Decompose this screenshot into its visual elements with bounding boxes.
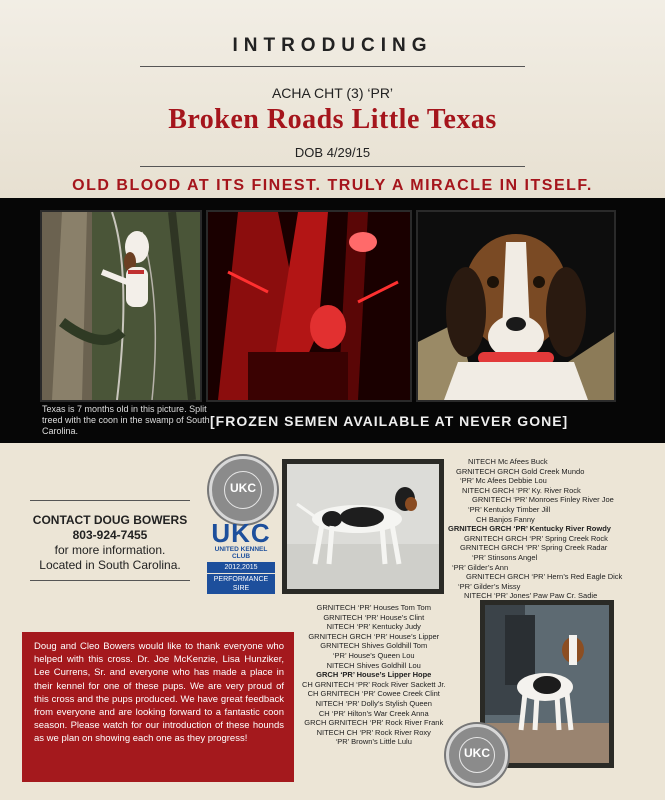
pedigree-entry: GRCH ‘PR’ House’s Lipper Hope [316, 670, 432, 680]
ukc-award: PERFORMANCE SIRE [207, 574, 275, 594]
contact-title: CONTACT DOUG BOWERS [32, 513, 188, 527]
seal-bottom-logo-text: UKC [464, 746, 490, 760]
pedigree-entry: GRNITECH GRCH ‘PR’ Spring Creek Radar [460, 543, 608, 553]
header-rule-bottom [140, 166, 525, 167]
pedigree-entry: NITECH Mc Afees Buck [468, 457, 548, 466]
dam-pedigree [302, 603, 446, 747]
pedigree-entry: ‘PR’ Kentucky Timber Jill [468, 504, 551, 514]
ukc-logo: UKC [211, 518, 271, 548]
pedigree-entry: ‘PR’ Gilder’s Missy [458, 581, 521, 591]
registration-title: ACHA CHT (3) ‘PR’ [271, 85, 394, 101]
pedigree-entry: GRNITECH ‘PR’ House’s Clint [323, 612, 425, 622]
pedigree-entry: ‘PR’ House’s Queen Lou [332, 650, 415, 660]
night-tree-photo [206, 210, 412, 402]
ukc-years: 2012,2015 [207, 562, 275, 573]
pedigree-entry: CH ‘PR’ Hilton’s War Creek Anna [318, 708, 429, 718]
seal-logo-text: UKC [230, 481, 256, 495]
pedigree-entry: GRNITECH GRCH ‘PR’ Hern’s Red Eagle Dick [466, 572, 623, 582]
contact-rule-bottom [30, 580, 190, 581]
ukc-performance-sire-badge [207, 518, 275, 592]
sire-photo [287, 464, 439, 589]
sire-pedigree [448, 457, 622, 601]
dog-name: Broken Roads Little Texas [168, 104, 497, 135]
header-rule-top [140, 66, 525, 67]
contact-phone: 803-924-7455 [72, 528, 148, 542]
pedigree-entry: NITECH Shives Goldhill Lou [326, 660, 421, 670]
pedigree-entry: NITECH ‘PR’ Kentucky Judy [326, 622, 421, 632]
contact-line-2: Located in South Carolina. [39, 558, 181, 572]
pedigree-entry: CH GRNITECH ‘PR’ Cowee Creek Clint [307, 689, 440, 699]
pedigree-entry: GRNITECH GRCH ‘PR’ Spring Creek Rock [464, 533, 608, 543]
date-of-birth: DOB 4/29/15 [294, 145, 371, 160]
pedigree-entry: GRNITECH ‘PR’ Monroes Finley River Joe [472, 495, 614, 505]
pedigree-entry: ‘PR’ Mc Afees Debbie Lou [460, 476, 547, 486]
ukc-seal-bottom [446, 724, 508, 786]
introducing-heading: INTRODUCING [232, 35, 433, 56]
pedigree-entry: GRNITECH GRCH ‘PR’ House’s Lipper [308, 631, 440, 641]
pedigree-entry: NITECH GRCH ‘PR’ Ky. River Rock [462, 485, 581, 495]
pedigree-entry: GRCH GRNITECH ‘PR’ Rock River Frank [304, 718, 444, 728]
pedigree-entry: GRNITECH GRCH ‘PR’ Kentucky River Rowdy [448, 524, 611, 534]
tree-photo [40, 210, 202, 402]
pedigree-entry: NITECH ‘PR’ Dolly’s Stylish Queen [315, 698, 432, 708]
pedigree-entry: CH GRNITECH ‘PR’ Rock River Sackett Jr. [302, 679, 446, 689]
pedigree-entry: ‘PR’ Stinsons Angel [472, 552, 538, 562]
pedigree-entry: NITECH CH ‘PR’ Rock River Roxy [316, 727, 431, 737]
contact-line-1: for more information. [54, 543, 166, 557]
contact-rule-top [30, 500, 190, 501]
tree-photo-image [42, 212, 200, 400]
ukc-seal-top [209, 456, 277, 524]
photo-caption: Texas is 7 months old in this picture. Split treed with the coon in the swamp of South Carolina. [42, 404, 210, 436]
hound-portrait-photo [416, 210, 616, 402]
pedigree-entry: ‘PR’ Gilder’s Ann [452, 562, 509, 572]
hound-portrait-image [418, 212, 614, 400]
night-tree-photo-image [208, 212, 410, 400]
sire-photo-frame [282, 459, 444, 594]
pedigree-entry: GRNITECH ‘PR’ Houses Tom Tom [316, 603, 431, 612]
frozen-semen-notice: [FROZEN SEMEN AVAILABLE AT NEVER GONE] [210, 413, 569, 429]
pedigree-entry: ‘PR’ Brown’s Little Lulu [335, 737, 412, 747]
pedigree-entry: CH Banjos Fanny [476, 514, 535, 524]
thank-you-message: Doug and Cleo Bowers would like to thank everyone who helped with this cross. Dr. Joe McKenzie, Lisa Hunziker, Lee Currens, Sr. and everyone who has made a place in their kennel for one of these pups. We are very proud of this cross and the pups produced. We have great feedback from everyone and are looking forward to a fantastic coon season. Please watch for our introduction of these hounds as we plan on showing each one as they progress! [22, 632, 294, 782]
pedigree-entry: GRNITECH Shives Goldhill Tom [320, 641, 428, 651]
tagline: OLD BLOOD AT ITS FINEST. TRULY A MIRACLE IN ITSELF. [72, 177, 593, 194]
pedigree-entry: NITECH ‘PR’ Jones’ Paw Paw Cr. Sadie [464, 591, 598, 601]
ukc-org-name: UNITED KENNEL CLUB [214, 546, 268, 560]
pedigree-entry: GRNITECH GRCH Gold Creek Mundo [456, 466, 585, 476]
